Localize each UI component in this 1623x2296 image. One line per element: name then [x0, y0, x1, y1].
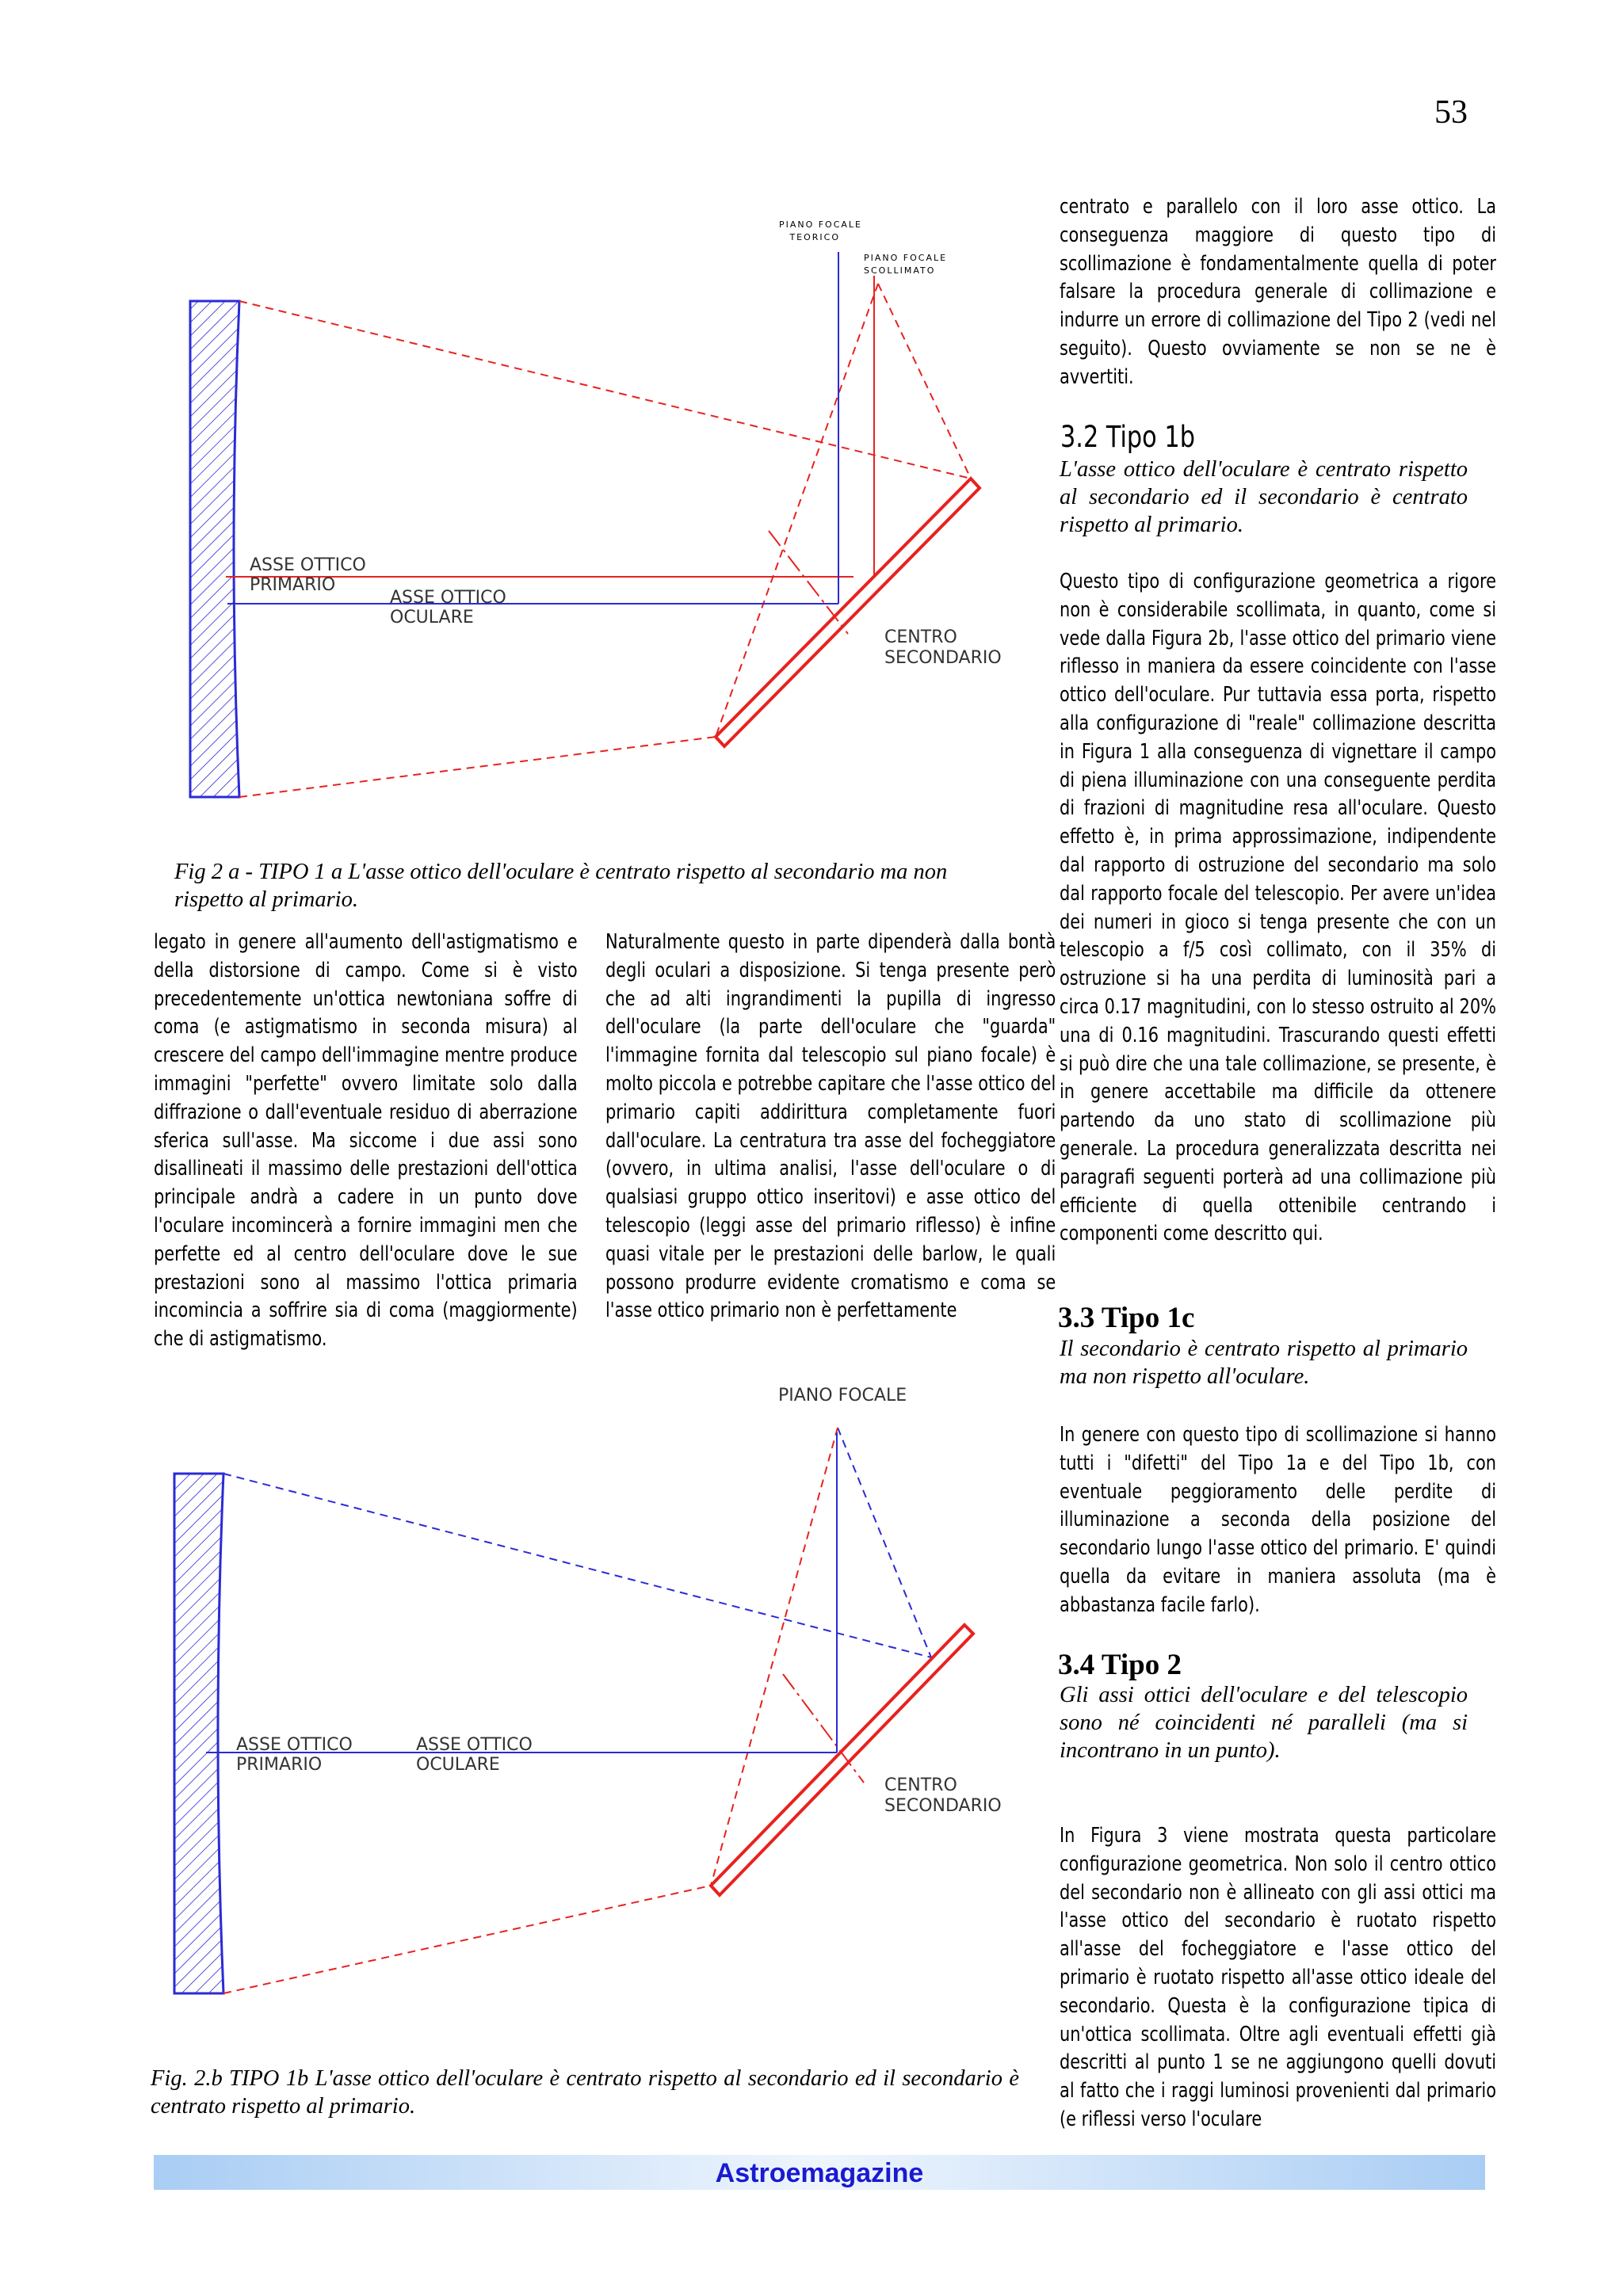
middle-column-body: Naturalmente questo in parte dipenderà dalla bontà degli oculari a disposizione. Si tenga presente però che ad alti ingrandimenti la pupilla di ingresso dell'oculare (la parte dell'oculare che "guarda" l'immagine fornita dal telescopio sul piano focale) è molto piccola e potrebbe capitare che l'asse ottico del primario capiti addirittura completamente fuori dall'oculare. La centratura tra asse del focheggiatore (ovvero, in ultima analisi, l'asse dell'oculare o di qualsiasi gruppo ottico inseritovi) e asse ottico del telescopio (leggi asse del primario riflesso) è infine quasi vitale per le prestazioni delle barlow, le quali possono produrre evidente cromatismo e coma se l'asse ottico primario non è perfettamente: [605, 930, 1056, 1323]
figure-2b: [151, 1379, 1030, 2060]
label-secondary-center-2: SECONDARIO: [884, 1796, 1002, 1816]
page-number: 53: [1434, 94, 1468, 131]
section-3-2-title: 3.2 Tipo 1b: [1060, 420, 1195, 454]
label-eyepiece-axis-2: OCULARE: [416, 1755, 500, 1775]
label-focal-miscollimated-2: SCOLLIMATO: [864, 265, 936, 276]
label-primary-axis-2: PRIMARIO: [236, 1755, 323, 1775]
label-secondary-center-1: CENTRO: [884, 627, 957, 647]
label-eyepiece-axis-2: OCULARE: [390, 608, 474, 627]
figure-2b-caption: Fig. 2.b TIPO 1b L'asse ottico dell'oculare è centrato rispetto al secondario ed il secondario è centrato rispetto al primario.: [151, 2066, 1019, 2119]
label-primary-axis-1: ASSE OTTICO: [236, 1735, 353, 1755]
right-column-top: centrato e parallelo con il loro asse ottico. La conseguenza maggiore di questo tipo di scollimazione è fondamentalmente quella di poter falsare la procedura generale di collimazione e indurre un errore di collimazione del Tipo 2 (vedi nel seguito). Questo ovviamente se non se ne è avvertiti.: [1060, 195, 1497, 389]
label-focal-theoretical-2: TEORICO: [789, 232, 840, 242]
section-3-3-subtitle: Il secondario è centrato rispetto al primario ma non rispetto all'oculare.: [1060, 1337, 1468, 1389]
section-3-3-body: In genere con questo tipo di scollimazione si hanno tutti i "difetti" del Tipo 1a e del Tipo 1b, con eventuale peggioramento delle perdite di illuminazione a seconda della posizione del secondario lungo l'asse ottico del primario. E' quindi quella da evitare in maniera assoluta (ma è abbastanza facile farlo).: [1060, 1423, 1497, 1617]
secondary-mirror: [716, 479, 980, 746]
label-focal-plane: PIANO FOCALE: [778, 1386, 907, 1405]
secondary-mirror: [711, 1625, 973, 1895]
figure-2a-caption: Fig 2 a - TIPO 1 a L'asse ottico dell'oculare è centrato rispetto al secondario ma non rispetto al primario.: [174, 860, 948, 912]
left-column-body: legato in genere all'aumento dell'astigmatismo e della distorsione di campo. Come si è visto precedentemente un'ottica newtoniana soffre di coma (e astigmatismo in seconda misura) al crescere del campo dell'immagine mentre produce immagini "perfette" ovvero limitate solo dalla diffrazione o dall'eventuale residuo di aberrazione sferica sull'asse. Ma siccome i due assi sono disallineati il massimo delle prestazioni dell'ottica principale andrà a cadere in un punto dove l'oculare incomincerà a fornire immagini men che perfette ed al centro dell'oculare dove le sue prestazioni sono al massimo l'ottica primaria incomincia a soffrire sia di coma (maggiormente) che di astigmatismo.: [154, 930, 578, 1352]
label-secondary-center-1: CENTRO: [884, 1775, 957, 1795]
section-3-2-subtitle: L'asse ottico dell'oculare è centrato rispetto al secondario ed il secondario è centrato rispetto al primario.: [1060, 457, 1468, 537]
section-3-4-subtitle: Gli assi ottici dell'oculare e del telescopio sono né coincidenti né paralleli (ma si incontrano in un punto).: [1060, 1683, 1468, 1763]
figure-2a: [151, 214, 1030, 856]
section-3-4-body: In Figura 3 viene mostrata questa particolare configurazione geometrica. Non solo il centro ottico del secondario non è allineato con gli assi ottici ma l'asse ottico del secondario è ruotato rispetto all'asse del focheggiatore e l'asse ottico del primario è ruotato rispetto all'asse ottico ideale del secondario. Questa è la configurazione tipica di un'ottica scollimata. Oltre agli eventuali effetti già descritti al punto 1 se ne aggiungono quelli dovuti al fatto che i raggi luminosi provenienti dal primario (e riflessi verso l'oculare: [1060, 1824, 1497, 2131]
primary-mirror: [174, 1474, 223, 1993]
label-primary-axis-1: ASSE OTTICO: [250, 555, 366, 575]
label-eyepiece-axis-1: ASSE OTTICO: [390, 588, 506, 608]
section-3-2-body: Questo tipo di configurazione geometrica a rigore non è considerabile scollimata, in quanto, come si vede dalla Figura 2b, l'asse ottico del primario viene riflesso in maniera da essere coincidente con l'asse ottico dell'oculare. Pur tuttavia essa porta, rispetto alla configurazione di "reale" collimazione descritta in Figura 1 alla conseguenza di vignettare il campo di piena illuminazione con una conseguente perdita di frazioni di magnitudine resa all'oculare. Questo effetto è, in prima approssimazione, indipendente dal rapporto di ostruzione del secondario ma solo dal rapporto focale del telescopio. Per avere un'idea dei numeri in gioco si tenga presente che con un telescopio a f/5 così collimato, con il 35% di ostruzione si ha una perdita di luminosità pari a circa 0.17 magnitudini, con lo stesso ostruito al 20% una di 0.16 magnitudini. Trascurando questi effetti si può dire che una tale collimazione, se presente, è in genere accettabile ma difficile da ottenere partendo da uno stato di scollimazione più generale. La procedura generalizzata descritta nei paragrafi seguenti porterà ad una collimazione più efficiente di quella ottenibile centrando i componenti come descritto qui.: [1060, 570, 1497, 1246]
label-focal-miscollimated-1: PIANO FOCALE: [864, 253, 948, 263]
primary-mirror: [190, 301, 239, 797]
label-secondary-center-2: SECONDARIO: [884, 648, 1002, 668]
footer-title: Astroemagazine: [715, 2158, 924, 2188]
section-3-3-title: 3.3 Tipo 1c: [1058, 1302, 1195, 1334]
label-primary-axis-2: PRIMARIO: [250, 575, 336, 595]
label-focal-theoretical-1: PIANO FOCALE: [778, 219, 862, 230]
label-eyepiece-axis-1: ASSE OTTICO: [416, 1735, 533, 1755]
section-3-4-title: 3.4 Tipo 2: [1058, 1649, 1182, 1681]
